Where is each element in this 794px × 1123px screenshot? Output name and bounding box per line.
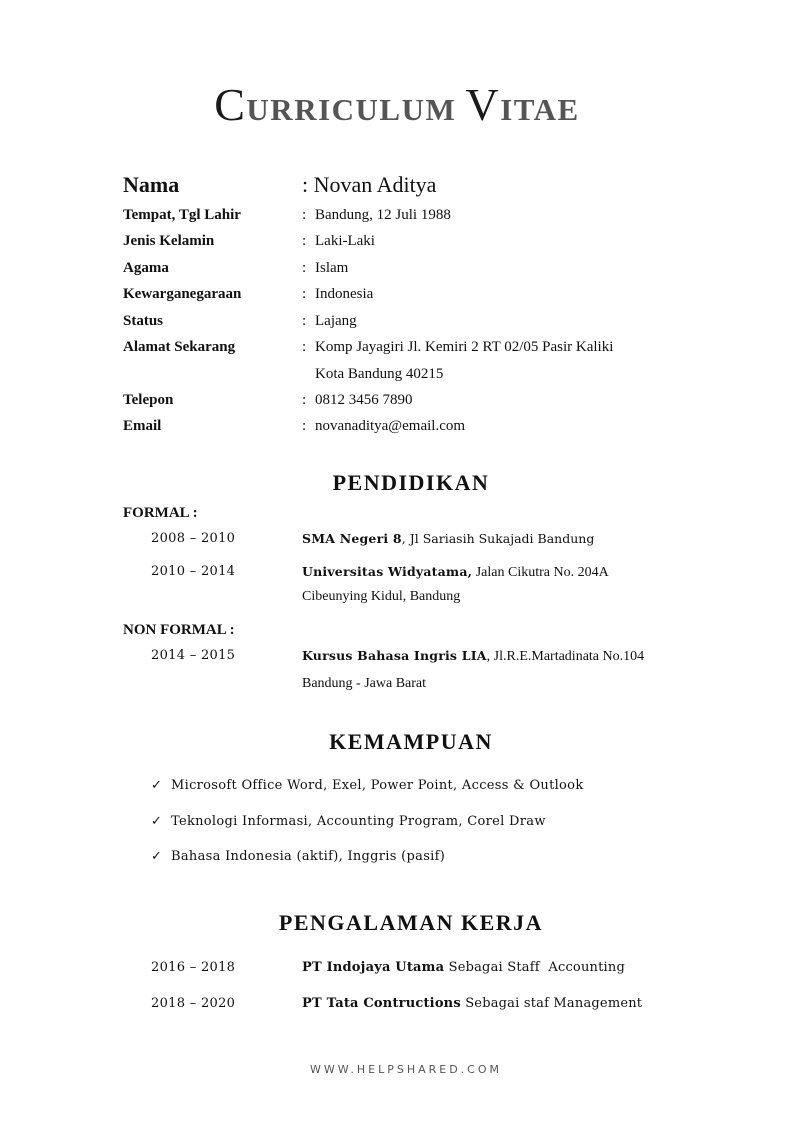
education-entry: Kursus Bahasa Ingris LIA, Jl.R.E.Martadinata No.104	[302, 648, 645, 664]
field-label: Jenis Kelamin	[123, 233, 215, 249]
field-label: Agama	[123, 260, 169, 276]
field-value: : novanaditya@email.com	[302, 418, 466, 434]
education-entry: SMA Negeri 8, Jl Sariasih Sukajadi Bandung	[302, 531, 595, 546]
checkmark-icon: ✓	[151, 778, 163, 793]
field-value: : Indonesia	[302, 286, 374, 302]
nonformal-label: NON FORMAL :	[123, 622, 235, 638]
section-heading-skills: KEMAMPUAN	[329, 729, 493, 754]
checkmark-icon: ✓	[151, 849, 163, 864]
checkmark-icon: ✓	[151, 814, 163, 829]
section-heading-education: PENDIDIKAN	[332, 470, 490, 495]
education-entry-continued: Cibeunying Kidul, Bandung	[302, 589, 461, 604]
experience-entry: PT Tata Contructions Sebagai staf Management	[302, 996, 643, 1011]
education-entry: Universitas Widyatama, Jalan Cikutra No. 204A	[302, 564, 609, 580]
name-label: Nama	[123, 172, 180, 197]
formal-label: FORMAL :	[123, 505, 198, 521]
education-years: 2008 – 2010	[151, 531, 236, 546]
field-label: Status	[123, 313, 164, 329]
field-label: Email	[123, 418, 162, 434]
field-label: Telepon	[123, 392, 174, 408]
page-title: CURRICULUM VITAE	[214, 79, 580, 130]
education-entry-continued: Bandung - Jawa Barat	[302, 676, 427, 691]
skill-item: ✓ Bahasa Indonesia (aktif), Inggris (pasif)	[151, 849, 446, 864]
field-value: : Bandung, 12 Juli 1988	[302, 207, 451, 223]
name-value: : Novan Aditya	[302, 172, 437, 197]
field-value: : Lajang	[302, 313, 357, 329]
experience-years: 2018 – 2020	[151, 996, 236, 1011]
field-label: Kewarganegaraan	[123, 286, 242, 302]
experience-entry: PT Indojaya Utama Sebagai Staff Accounting	[302, 960, 625, 975]
field-value: : Komp Jayagiri Jl. Kemiri 2 RT 02/05 Pasir Kaliki	[302, 339, 614, 355]
skill-item: ✓ Teknologi Informasi, Accounting Program, Corel Draw	[151, 814, 546, 829]
field-value: : Islam	[302, 260, 349, 276]
field-value: : Laki-Laki	[302, 233, 375, 249]
skill-item: ✓ Microsoft Office Word, Exel, Power Point, Access & Outlook	[151, 778, 584, 793]
field-label: Alamat Sekarang	[123, 339, 236, 355]
field-value-continued: Kota Bandung 40215	[315, 366, 444, 382]
experience-years: 2016 – 2018	[151, 960, 236, 975]
section-heading-experience: PENGALAMAN KERJA	[278, 910, 544, 935]
field-label: Tempat, Tgl Lahir	[123, 207, 241, 223]
field-value: : 0812 3456 7890	[302, 392, 413, 408]
education-years: 2014 – 2015	[151, 648, 236, 663]
footer-website: WWW.HELPSHARED.COM	[309, 1063, 502, 1076]
education-years: 2010 – 2014	[151, 564, 236, 579]
